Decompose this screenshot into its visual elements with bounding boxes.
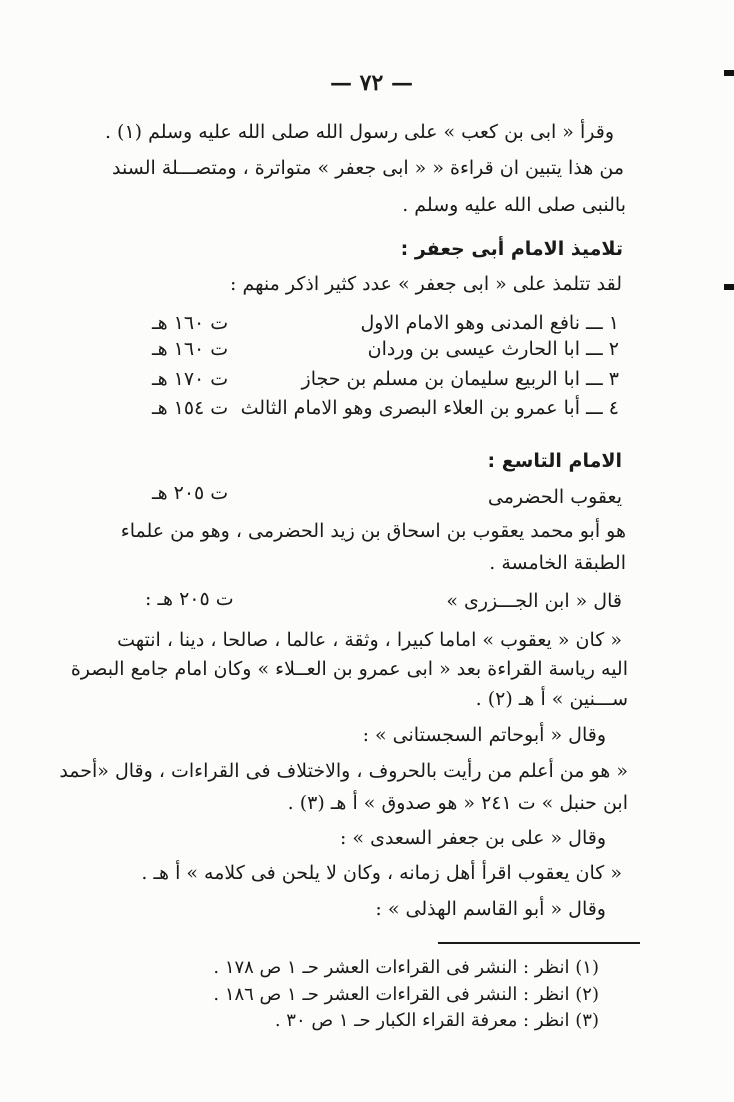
student-name: ٢ ـــ ابا الحارث عيسى بن وردان xyxy=(367,338,619,360)
quote-line: وقال « أبوحاتم السجستانى » : xyxy=(362,724,606,746)
margin-mark xyxy=(724,284,734,290)
ninth-imam-name: يعقوب الحضرمى xyxy=(487,486,622,508)
student-death: ت ١٥٤ هـ xyxy=(152,397,229,419)
quote-line: « هو من أعلم من رأيت بالحروف ، والاختلاف فى القراءات ، وقال «أحمد xyxy=(59,760,628,782)
student-name: ٤ ـــ أبا عمرو بن العلاء البصرى وهو الامام الثالث xyxy=(240,397,619,419)
student-death: ت ١٦٠ هـ xyxy=(152,312,229,334)
page-number: — ٧٢ — xyxy=(330,70,413,96)
footnote: (١) انظر : النشر فى القراءات العشر حـ ١ ص ١٧٨ . xyxy=(213,957,599,978)
footnote: (٣) انظر : معرفة القراء الكبار حـ ١ ص ٣٠ . xyxy=(274,1010,599,1031)
quote-line: ابن حنبل » ت ٢٤١ « هو صدوق » أ هـ (٣) . xyxy=(287,792,628,814)
ninth-imam-heading: الامام التاسع : xyxy=(487,450,622,472)
students-heading: تلاميذ الامام أبى جعفر : xyxy=(400,238,623,260)
quote-line: اليه رياسة القراءة بعد « ابى عمرو بن العــلاء » وكان امام جامع البصرة xyxy=(70,658,628,680)
students-intro: لقد تتلمذ على « ابى جعفر » عدد كثير اذكر منهم : xyxy=(230,273,622,295)
footnote-rule xyxy=(438,942,640,944)
student-name: ٣ ـــ ابا الربيع سليمان بن مسلم بن حجاز xyxy=(301,368,619,390)
quote-line: وقال « على بن جعفر السعدى » : xyxy=(339,827,606,849)
margin-mark xyxy=(724,70,734,76)
quote-line: ســـنين » أ هـ (٢) . xyxy=(475,688,628,710)
ninth-imam-death: ت ٢٠٥ هـ xyxy=(152,482,229,504)
quote-line: وقال « أبو القاسم الهذلى » : xyxy=(375,898,606,920)
footnote: (٢) انظر : النشر فى القراءات العشر حـ ١ ص ١٨٦ . xyxy=(213,984,599,1005)
jazari-date: ت ٢٠٥ هـ : xyxy=(145,588,234,610)
quote-line: « كان « يعقوب » اماما كبيرا ، وثقة ، عالما ، صالحا ، دينا ، انتهت xyxy=(117,629,622,651)
student-name: ١ ـــ نافع المدنى وهو الامام الاول xyxy=(360,312,619,334)
quote-line: « كان يعقوب اقرأ أهل زمانه ، وكان لا يلحن فى كلامه » أ هـ . xyxy=(141,862,622,884)
jazari-intro: قال « ابن الجـــزرى » xyxy=(446,590,622,612)
student-death: ت ١٧٠ هـ xyxy=(152,368,229,390)
intro-line: وقرأ « ابى بن كعب » على رسول الله صلى الله عليه وسلم (١) . xyxy=(104,121,614,143)
bio-line: الطبقة الخامسة . xyxy=(489,552,626,574)
student-death: ت ١٦٠ هـ xyxy=(152,338,229,360)
intro-line: من هذا يتبين ان قراءة « « ابى جعفر » متواترة ، ومتصـــلة السند xyxy=(112,157,624,179)
intro-line: بالنبى صلى الله عليه وسلم . xyxy=(402,194,626,216)
bio-line: هو أبو محمد يعقوب بن اسحاق بن زيد الحضرمى ، وهو من علماء xyxy=(120,520,626,542)
